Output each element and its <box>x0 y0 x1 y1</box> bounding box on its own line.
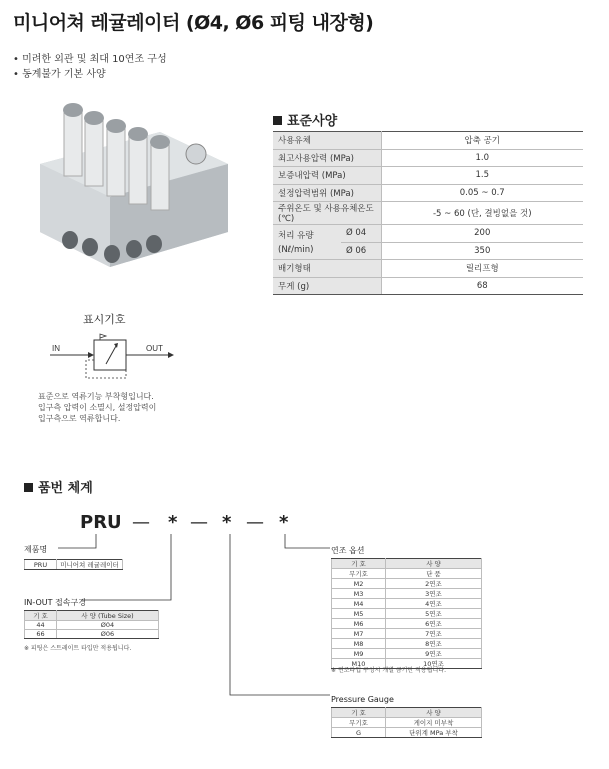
part-star-1: * <box>168 512 178 533</box>
part-star-3: * <box>279 512 289 533</box>
table-row: M8 8연조 <box>332 639 482 649</box>
inout-label: IN-OUT 접속구경 <box>24 598 86 607</box>
table-row: 배기형태 릴리프형 <box>273 260 583 278</box>
page-title: 미니어쳐 레귤레이터 (Ø4, Ø6 피팅 내장형) <box>13 12 374 34</box>
table-row: 설정압력범위 (MPa) 0.05 ~ 0.7 <box>273 184 583 202</box>
station-note: ※ 연조타입 구성시 개별 금기만 적용됩니다. <box>331 667 447 674</box>
out-label: OUT <box>146 344 163 353</box>
table-row: M6 6연조 <box>332 619 482 629</box>
table-row: M3 3연조 <box>332 589 482 599</box>
table-row: PRU 미니어쳐 레귤레이터 <box>25 560 123 570</box>
station-label: 연조 옵션 <box>331 546 365 555</box>
feature-item: • 미려한 외관 및 최대 10연조 구성 <box>13 52 167 67</box>
table-row: 사용유체 압축 공기 <box>273 132 583 150</box>
inout-note: ※ 피팅은 스트레이트 타입만 적용됩니다. <box>24 645 132 652</box>
square-bullet-icon <box>273 116 282 125</box>
table-row: 66 Ø06 <box>25 630 159 639</box>
gauge-label: Pressure Gauge <box>331 695 394 704</box>
part-star-2: * <box>222 512 232 533</box>
table-row: M7 7연조 <box>332 629 482 639</box>
part-dash: — <box>190 512 208 533</box>
regulator-symbol-diagram <box>50 330 190 390</box>
part-dash: — <box>132 512 150 533</box>
gauge-table <box>331 707 482 738</box>
inout-table <box>24 610 159 639</box>
table-row: M10 10연조 <box>332 659 482 669</box>
part-number-section-title: 품번 체계 <box>24 477 93 496</box>
spec-section-title: 표준사양 <box>273 110 337 129</box>
product-table <box>24 559 123 570</box>
table-row: M2 2연조 <box>332 579 482 589</box>
table-row: G 단위계 MPa 부착 <box>332 728 482 738</box>
part-dash: — <box>246 512 264 533</box>
table-row: 기 호 사 양 <box>332 559 482 569</box>
table-row: 44 Ø04 <box>25 621 159 630</box>
table-row: 처리 유량 (Nℓ/min) Ø 04 200 <box>273 225 583 243</box>
table-row: 무기호 게이지 미부착 <box>332 718 482 728</box>
table-row: 보증내압력 (MPa) 1.5 <box>273 167 583 185</box>
station-table <box>331 558 482 669</box>
square-bullet-icon <box>24 483 33 492</box>
table-row: 무게 (g) 68 <box>273 277 583 295</box>
symbol-title: 표시기호 <box>83 313 126 326</box>
product-label: 제품명 <box>24 545 48 554</box>
table-row: Ø 06 350 <box>273 242 583 260</box>
table-row: M5 5연조 <box>332 609 482 619</box>
table-row: M4 4연조 <box>332 599 482 609</box>
part-code: PRU <box>80 512 122 533</box>
table-row: 기 호 사 양 <box>332 708 482 718</box>
spec-table <box>273 131 583 295</box>
table-row: M9 9연조 <box>332 649 482 659</box>
table-row: 최고사용압력 (MPa) 1.0 <box>273 149 583 167</box>
product-photo <box>30 92 235 277</box>
table-row: 무기호 단 품 <box>332 569 482 579</box>
symbol-note: 표준으로 역류기능 부착형입니다. 입구측 압력이 소멸시, 설정압력이 입구측으로 역류합니다. <box>38 392 157 423</box>
feature-item: • 동계불가 기본 사양 <box>13 67 167 82</box>
table-row: 기 호 사 양 (Tube Size) <box>25 611 159 621</box>
feature-list <box>13 52 167 82</box>
in-label: IN <box>52 344 60 353</box>
table-row: 주위온도 및 사용유체온도 (℃) -5 ~ 60 (단, 결빙없을 것) <box>273 202 583 225</box>
